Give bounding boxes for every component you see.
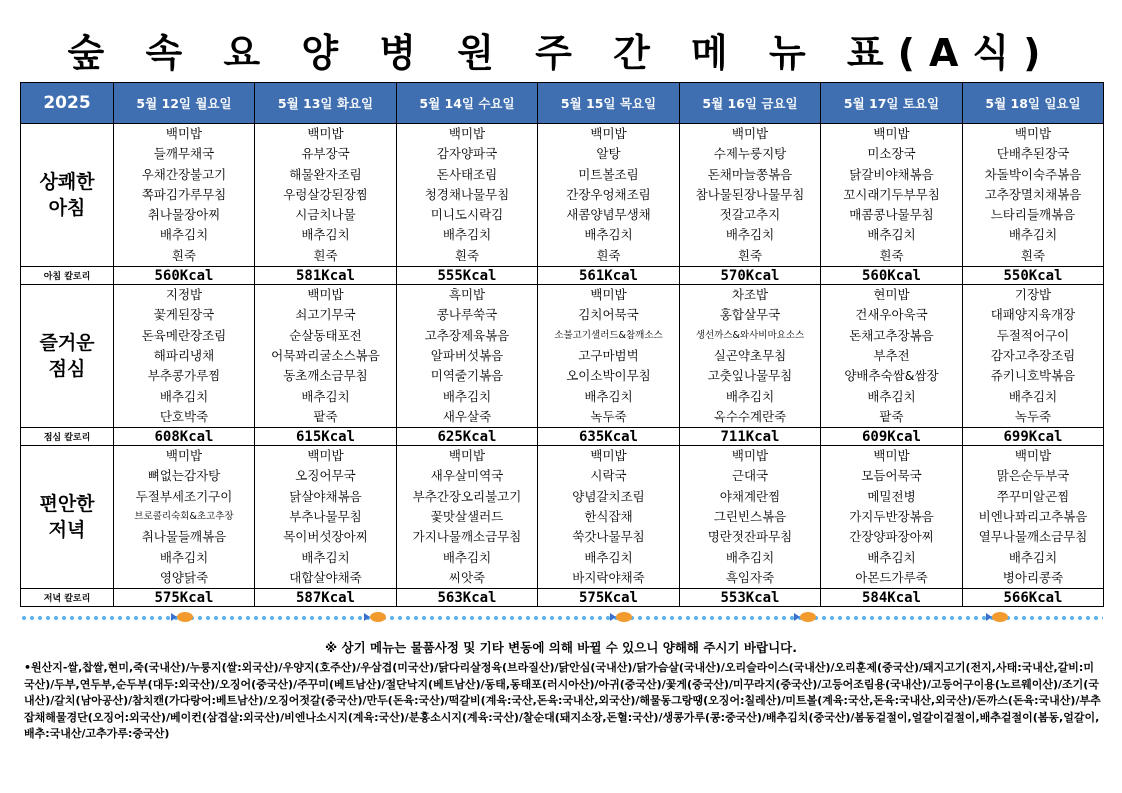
- dish-item: 차조밥: [731, 287, 769, 303]
- calorie-value: 625Kcal: [397, 428, 538, 446]
- dish-item: 돈사태조림: [436, 166, 498, 182]
- day-header: 5월 17일 토요일: [821, 83, 963, 124]
- dish-item: 배추김치: [584, 549, 633, 565]
- dish-item: 수제누룽지탕: [713, 146, 787, 162]
- meal-row: [21, 446, 1104, 589]
- dish-item: 배추김치: [1008, 227, 1058, 243]
- dish-item: 부추콩가루찜: [147, 368, 221, 384]
- dish-item: 취나물장아찌: [147, 207, 221, 223]
- dish-item: 꼬시래기두부무침: [843, 186, 940, 202]
- dish-item: 배추김치: [1008, 549, 1058, 565]
- dish-item: 흰죽: [171, 247, 197, 263]
- dish-item: 백미밥: [448, 448, 486, 464]
- meal-label-text: 점심: [48, 358, 86, 381]
- dish-item: 현미밥: [873, 287, 910, 303]
- dish-item: 부추간장오리불고기: [412, 488, 522, 504]
- dish-item: 양념갈치조림: [572, 488, 645, 504]
- dish-item: 오징어무국: [295, 468, 356, 484]
- calorie-row: [21, 267, 1104, 285]
- day-menu-cell: [538, 446, 680, 589]
- dish-item: 팥죽: [879, 408, 904, 424]
- calorie-value: 575Kcal: [538, 589, 680, 607]
- dish-item: 지정밥: [165, 287, 203, 303]
- menu-body: [21, 124, 1104, 607]
- dish-item: 배추김치: [159, 227, 209, 243]
- dish-item: 아몬드가루죽: [855, 569, 928, 585]
- calorie-value: 560Kcal: [114, 267, 255, 285]
- dish-item: 배추김치: [159, 549, 209, 565]
- day-header: 5월 12일 월요일: [114, 83, 255, 124]
- calorie-row: [21, 428, 1104, 446]
- dish-item: 시금치나물: [295, 207, 356, 223]
- dish-item: 근대국: [731, 468, 769, 484]
- dish-item: 흑임자죽: [725, 569, 775, 585]
- dish-item: 고춧잎나물무침: [707, 368, 793, 384]
- dish-item: 맑은순두부국: [996, 468, 1070, 484]
- calorie-value: 550Kcal: [963, 267, 1104, 285]
- day-menu-cell: [821, 124, 963, 267]
- dish-item: 배추김치: [301, 388, 350, 404]
- calorie-value: 615Kcal: [255, 428, 397, 446]
- dish-item: 단호박죽: [159, 408, 209, 424]
- day-menu-cell: [255, 446, 397, 589]
- dish-item: 순살동태포전: [289, 327, 362, 343]
- dish-item: 쑥갓나물무침: [572, 529, 645, 545]
- calorie-value: 699Kcal: [963, 428, 1104, 446]
- dish-item: 한식잡채: [584, 509, 633, 525]
- dish-item: 돈육메란장조림: [141, 327, 227, 343]
- dish-item: 배추김치: [442, 227, 492, 243]
- dish-item: 백미밥: [307, 126, 344, 141]
- calorie-value: 587Kcal: [255, 589, 397, 607]
- day-menu-cell: [680, 446, 821, 589]
- dish-item: 흰죽: [879, 247, 904, 263]
- calorie-value: 570Kcal: [680, 267, 821, 285]
- dish-item: 흰죽: [596, 247, 621, 263]
- day-menu-cell: [255, 285, 397, 428]
- dish-item: 백미밥: [731, 448, 769, 464]
- dish-item: 배추김치: [301, 227, 350, 243]
- dish-item: 배추김치: [584, 227, 633, 243]
- dish-item: 고구마범벅: [578, 347, 639, 363]
- calorie-value: 635Kcal: [538, 428, 680, 446]
- dish-item: 알탕: [596, 146, 621, 162]
- dish-item: 비엔나꽈리고추볶음: [978, 509, 1088, 525]
- dish-item: 배추김치: [442, 549, 492, 565]
- calorie-value: 561Kcal: [538, 267, 680, 285]
- day-menu-cell: [963, 446, 1104, 589]
- dish-item: 목이버섯장아찌: [283, 529, 368, 545]
- dish-item: 콩나루쑥국: [436, 307, 498, 323]
- meal-label: [21, 124, 114, 267]
- dish-item: 흑미밥: [448, 287, 486, 303]
- dish-item: 청경채나물무침: [424, 186, 510, 202]
- day-menu-cell: [680, 285, 821, 428]
- dish-item: 대패양지육개장: [990, 307, 1076, 323]
- dish-item: 흰죽: [737, 247, 763, 263]
- dish-item: 홍합살무국: [719, 307, 781, 323]
- dish-item: 취나물들깨볶음: [141, 529, 227, 545]
- dish-item: 백미밥: [1014, 448, 1052, 464]
- dish-item: 야채계란찜: [719, 488, 781, 504]
- dish-item: 그린빈스볶음: [713, 509, 787, 525]
- day-menu-cell: [114, 446, 255, 589]
- dish-item: 건새우아욱국: [855, 307, 928, 323]
- day-menu-cell: [397, 124, 538, 267]
- calorie-row: [21, 589, 1104, 607]
- dish-item: 알파버섯볶음: [430, 347, 504, 363]
- dish-item: 미소장국: [867, 146, 916, 162]
- dish-item: 백미밥: [165, 448, 203, 464]
- dish-item: 명란젓잔파무침: [707, 529, 793, 545]
- dish-item: 백미밥: [1014, 126, 1052, 141]
- dish-item: 백미밥: [590, 126, 627, 141]
- dish-item: 백미밥: [307, 287, 344, 303]
- dish-item: 새우살미역국: [430, 468, 504, 484]
- calorie-value: 609Kcal: [821, 428, 963, 446]
- day-menu-cell: [114, 124, 255, 267]
- dish-item: 배추김치: [725, 388, 775, 404]
- day-menu-cell: [538, 124, 680, 267]
- dish-item: 병아리콩죽: [1002, 569, 1064, 585]
- dish-item: 젓갈고추지: [719, 207, 781, 223]
- dish-item: 배추김치: [867, 388, 916, 404]
- dish-item: 양배추숙쌈&쌈장: [844, 368, 939, 384]
- dish-item: 배추김치: [867, 227, 916, 243]
- meal-label-text: 저녁: [48, 519, 86, 542]
- day-header: 5월 14일 수요일: [397, 83, 538, 124]
- dish-item: 유부장국: [301, 146, 350, 162]
- meal-label: [21, 446, 114, 589]
- calorie-value: 711Kcal: [680, 428, 821, 446]
- weekly-menu-table: [20, 82, 1104, 607]
- dish-item: 가지두반장볶음: [849, 509, 934, 525]
- dish-item: 씨앗죽: [448, 569, 486, 585]
- dish-item: 바지락야채죽: [572, 569, 645, 585]
- dish-item: 우렁살강된장찜: [283, 186, 368, 202]
- dish-item: 대합살야채죽: [289, 569, 362, 585]
- dish-item: 해파리냉채: [153, 347, 215, 363]
- day-menu-cell: [397, 285, 538, 428]
- dish-item: 가지나물깨소금무침: [412, 529, 522, 545]
- dish-item: 들깨무채국: [153, 146, 215, 162]
- dish-item: 배추김치: [867, 549, 916, 565]
- dish-item: 우채간장불고기: [141, 166, 227, 182]
- dish-item: 열무나물깨소금무침: [978, 529, 1088, 545]
- dish-item: 시락국: [590, 468, 627, 484]
- dish-item: 백미밥: [448, 126, 486, 141]
- dish-item: 배추김치: [725, 227, 775, 243]
- day-menu-cell: [963, 285, 1104, 428]
- dish-item: 배추김치: [301, 549, 350, 565]
- dish-item: 해물완자조림: [289, 166, 362, 182]
- dish-item: 매콤콩나물무침: [849, 207, 934, 223]
- meal-label-text: 아침: [48, 197, 86, 220]
- day-header: 5월 18일 일요일: [963, 83, 1104, 124]
- dish-item: 백미밥: [590, 448, 627, 464]
- dish-item: 배추김치: [725, 549, 775, 565]
- day-menu-cell: [114, 285, 255, 428]
- meal-row: [21, 124, 1104, 267]
- dish-item: 흰죽: [313, 247, 338, 263]
- dish-item: 녹두죽: [1014, 408, 1052, 424]
- dish-item: 배추김치: [1008, 388, 1058, 404]
- dish-item: 소불고기샐러드&참깨소스: [554, 329, 663, 341]
- dish-item: 두절적어구이: [996, 327, 1070, 343]
- dish-item: 백미밥: [165, 126, 203, 141]
- dish-item: 미트볼조림: [578, 166, 639, 182]
- notice-text: ※ 상기 메뉴는 물품사정 및 기타 변동에 의해 바뀔 수 있으니 양해해 주시기 바랍니다.: [325, 640, 797, 655]
- dish-item: 녹두죽: [590, 408, 627, 424]
- dish-item: 미역줄기볶음: [430, 368, 504, 384]
- dish-item: 배추김치: [442, 388, 492, 404]
- dish-item: 두절부세조기구이: [135, 488, 233, 504]
- dish-item: 꽃맛살샐러드: [430, 509, 504, 525]
- dish-item: 김치어묵국: [578, 307, 639, 323]
- dish-item: 새우살죽: [442, 408, 492, 424]
- dish-item: 부추전: [873, 347, 910, 363]
- calorie-value: 560Kcal: [821, 267, 963, 285]
- dish-item: 어묵꽈리굴소스볶음: [271, 347, 380, 363]
- dish-item: 감자양파국: [436, 146, 498, 162]
- dish-item: 흰죽: [454, 247, 480, 263]
- dish-item: 팥죽: [313, 408, 338, 424]
- dish-item: 단배추된장국: [996, 146, 1070, 162]
- dish-item: 옥수수계란죽: [713, 408, 787, 424]
- calorie-value: 584Kcal: [821, 589, 963, 607]
- day-header: 5월 13일 화요일: [255, 83, 397, 124]
- calorie-label: 점심 칼로리: [21, 428, 114, 446]
- dish-item: 백미밥: [307, 448, 344, 464]
- dish-item: 닭살야채볶음: [289, 488, 362, 504]
- page-title: 숲 속 요 양 병 원 주 간 메 뉴 표(A식): [67, 31, 1055, 75]
- calorie-value: 608Kcal: [114, 428, 255, 446]
- dish-item: 뼈없는감자탕: [147, 468, 221, 484]
- day-menu-cell: [680, 124, 821, 267]
- day-header: 5월 15일 목요일: [538, 83, 680, 124]
- dish-item: 돈채마늘쫑볶음: [707, 166, 793, 182]
- dish-item: 참나물된장나물무침: [695, 186, 805, 202]
- dish-item: 쭈꾸미알곤찜: [996, 488, 1070, 504]
- dish-item: 기장밥: [1014, 287, 1052, 303]
- dish-item: 차돌박이숙주볶음: [984, 166, 1082, 182]
- calorie-label: 아침 칼로리: [21, 267, 114, 285]
- calorie-value: 555Kcal: [397, 267, 538, 285]
- meal-label-text: 편안한: [39, 493, 95, 516]
- dish-item: 고추장제육볶음: [424, 327, 510, 343]
- day-header: 5월 16일 금요일: [680, 83, 821, 124]
- dish-item: 감자고추장조림: [990, 347, 1076, 363]
- dish-item: 백미밥: [590, 287, 627, 303]
- day-menu-cell: [821, 446, 963, 589]
- dish-item: 흰죽: [1020, 247, 1046, 263]
- dish-item: 쪽파김가루무침: [141, 186, 227, 202]
- day-menu-cell: [821, 285, 963, 428]
- dish-item: 실곤약초무침: [713, 347, 787, 363]
- dish-item: 간장양파장아찌: [849, 529, 934, 545]
- calorie-value: 563Kcal: [397, 589, 538, 607]
- dish-item: 느타리들깨볶음: [990, 207, 1076, 223]
- dish-item: 백미밥: [731, 126, 769, 141]
- dish-item: 백미밥: [873, 126, 910, 141]
- dish-item: 새콤양념무생채: [566, 207, 651, 223]
- header-row: [21, 83, 1104, 124]
- dish-item: 모듬어묵국: [861, 468, 922, 484]
- dish-item: 영양닭죽: [159, 569, 209, 585]
- calorie-value: 566Kcal: [963, 589, 1104, 607]
- calorie-value: 553Kcal: [680, 589, 821, 607]
- dish-item: 돈채고추장볶음: [849, 327, 934, 343]
- year-header: 2025: [21, 83, 114, 124]
- dish-item: 고추장멸치채볶음: [984, 186, 1082, 202]
- dish-item: 백미밥: [873, 448, 910, 464]
- day-menu-cell: [255, 124, 397, 267]
- meal-label-text: 상쾌한: [39, 171, 95, 194]
- dish-item: 생선까스&와사비마요소스: [695, 329, 805, 341]
- dish-item: 닭갈비야채볶음: [849, 166, 934, 182]
- dish-item: 간장우엉채조림: [566, 186, 651, 202]
- meal-label: [21, 285, 114, 428]
- meal-label-text: 즐거운: [39, 332, 95, 355]
- dish-item: 부추나물무침: [289, 509, 362, 525]
- day-menu-cell: [538, 285, 680, 428]
- calorie-value: 575Kcal: [114, 589, 255, 607]
- dish-item: 메밀전병: [867, 488, 916, 504]
- origin-text: •원산지-쌀,찹쌀,현미,죽(국내산)/누룽지(쌀:외국산)/우양지(호주산)/우삼겹(미국산)/닭다리살정육(브라질산)/닭안심(국내산)/닭가슴살(국내산)/오리슬라이스(국내산)/오리훈제(중국산)/돼지고기(전지,사태:국내산,갈비:미국산)/두부,연두부,순두부(대두:외국산)/오징어(중국산)/주꾸미(베트남산)/절단낙지(베트남산)/동태,동태포(러시아산)/아귀(중국산)/꽃게(중국산)/미꾸라지(중국산)/고등어조림용(국내산)/고등어구이용(노르웨이산)/조기(국내산)/갈치(남아공산)/참치캔(가다랑어:베트남산)/오징어젓갈(중국산)/만두(돈육:국산)/떡갈비(계육:국산,돈육:국내산,외국산)/해물동그랑땡(오징어:칠레산)/미트볼(계육:국산,돈육:국내산,외국산)/돈까스(돈육:국내산)/부추잡채해물경단(오징어:외국산)/베이컨(삼겹살:외국산)/비엔나소시지(계육:국산)/분홍소시지(계육:국산)/찰순대(돼지소장,돈혈:국산)/생콩가루(콩:중국산)/배추김치(중국산)/봄동겉절이,얼갈이겉절이,배추겉절이(봄동,얼갈이,배추:국내산/고추가루:중국산): [24, 661, 1101, 740]
- decorative-wave-border: [20, 608, 1103, 628]
- meal-row: [21, 285, 1104, 428]
- dish-item: 배추김치: [584, 388, 633, 404]
- dish-item: 오이소박이무침: [566, 368, 651, 384]
- dish-item: 꽃게된장국: [153, 307, 215, 323]
- dish-item: 동초깨소금무침: [283, 368, 368, 384]
- calorie-value: 581Kcal: [255, 267, 397, 285]
- calorie-label: 저녁 칼로리: [21, 589, 114, 607]
- day-menu-cell: [397, 446, 538, 589]
- dish-item: 브로콜리숙회&초고추장: [134, 511, 234, 523]
- dish-item: 쇠고기무국: [295, 307, 356, 323]
- dish-item: 쥬키니호박볶음: [990, 368, 1076, 384]
- dish-item: 미니도시락김: [430, 207, 504, 223]
- dish-item: 배추김치: [159, 388, 209, 404]
- day-menu-cell: [963, 124, 1104, 267]
